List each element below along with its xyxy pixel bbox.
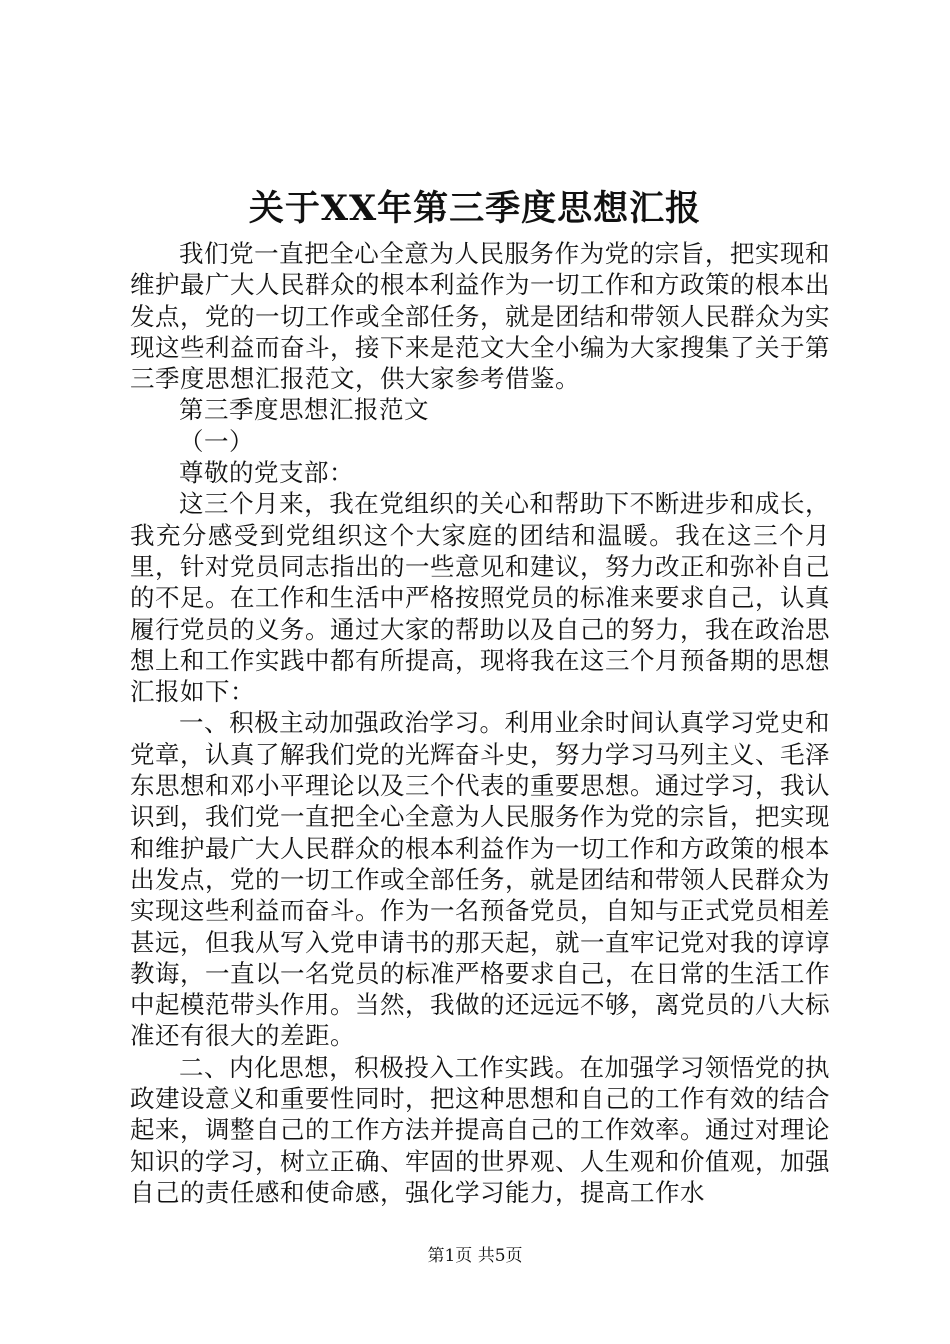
paragraph-overview: 这三个月来，我在党组织的关心和帮助下不断进步和成长，我充分感受到党组织这个大家庭的团结和温暖。我在这三个月里，针对党员同志指出的一些意见和建议，努力改正和弥补自己的不足。在工作和生活中严格按照党员的标准来要求自己，认真履行党员的义务。通过大家的帮助以及自己的努力，我在政治思想上和工作实践中都有所提高，现将我在这三个月预备期的思想汇报如下： bbox=[130, 489, 830, 707]
page-footer: 第1页 共5页 bbox=[427, 1246, 523, 1266]
paragraph-intro: 我们党一直把全心全意为人民服务作为党的宗旨，把实现和维护最广大人民群众的根本利益作为一切工作和方政策的根本出发点，党的一切工作或全部任务，就是团结和带领人民群众为实现这些利益而奋斗，接下来是范文大全小编为大家搜集了关于第三季度思想汇报范文，供大家参考借鉴。 bbox=[130, 239, 830, 394]
paragraph-point-two: 二、内化思想，积极投入工作实践。在加强学习领悟党的执政建设意义和重要性同时，把这种思想和自己的工作有效的结合起来，调整自己的工作方法并提高自己的工作效率。通过对理论知识的学习，树立正确、牢固的世界观、人生观和价值观，加强自己的责任感和使命感，强化学习能力，提高工作水 bbox=[130, 1052, 830, 1207]
document-title: 关于XX年第三季度思想汇报 bbox=[248, 188, 702, 229]
paragraph-point-one: 一、积极主动加强政治学习。利用业余时间认真学习党史和党章，认真了解我们党的光辉奋斗史，努力学习马列主义、毛泽东思想和邓小平理论以及三个代表的重要思想。通过学习，我认识到，我们党一直把全心全意为人民服务作为党的宗旨，把实现和维护最广大人民群众的根本利益作为一切工作和方政策的根本出发点，党的一切工作或全部任务，就是团结和带领人民群众为实现这些利益而奋斗。作为一名预备党员，自知与正式党员相差甚远，但我从写入党申请书的那天起，就一直牢记党对我的谆谆教诲，一直以一名党员的标准严格要求自己，在日常的生活工作中起模范带头作用。当然，我做的还远远不够，离党员的八大标准还有很大的差距。 bbox=[130, 708, 830, 1051]
paragraph-section-heading: 第三季度思想汇报范文 bbox=[179, 395, 429, 425]
paragraph-part-number: （一） bbox=[179, 426, 254, 456]
document-body bbox=[130, 238, 830, 1208]
paragraph-salutation: 尊敬的党支部： bbox=[179, 458, 354, 488]
